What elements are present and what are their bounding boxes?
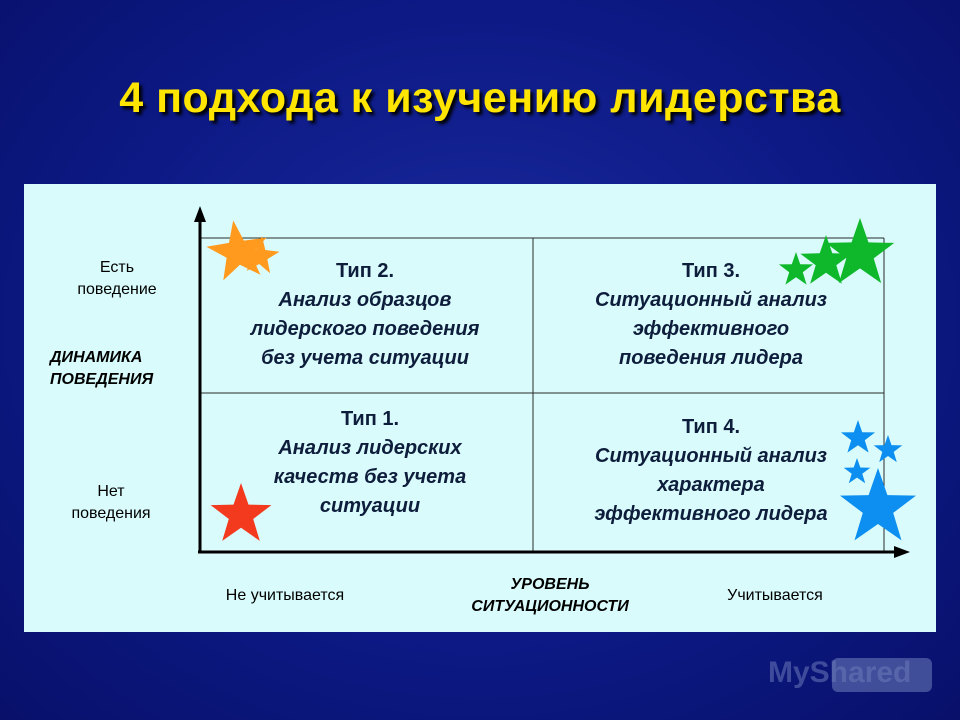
x-axis-left-label: Не учитывается (225, 587, 345, 604)
quadrant-type-2 (205, 257, 525, 373)
x-axis-right-label: Учитывается (727, 587, 823, 604)
quadrant-type-2-desc: Анализ образцов лидерского поведения без учета ситуации (250, 289, 480, 369)
quadrant-type-3-label: Тип 3. (681, 260, 741, 282)
x-axis-arrow-icon (894, 546, 910, 558)
watermark-logo: MyShared (768, 656, 912, 689)
quadrant-type-2-label: Тип 2. (335, 260, 395, 282)
quadrant-type-4 (546, 413, 876, 529)
y-axis-bottom-label: Нет поведения (71, 483, 151, 522)
quadrant-type-4-label: Тип 4. (681, 416, 741, 438)
y-axis-arrow-icon (194, 206, 206, 222)
x-axis-title: УРОВЕНЬ СИТУАЦИОННОСТИ (471, 576, 629, 615)
quadrant-type-3 (546, 257, 876, 373)
quadrant-type-4-desc: Ситуационный анализ характера эффективного лидера (594, 445, 828, 525)
quadrant-type-3-desc: Ситуационный анализ эффективного поведения лидера (595, 289, 827, 369)
y-axis-top-label: Есть поведение (77, 259, 157, 298)
star-icon-blue-2 (874, 435, 903, 462)
quadrant-type-1-desc: Анализ лидерских качеств без учета ситуации (273, 437, 467, 517)
slide-title: 4 подхода к изучению лидерства (119, 74, 841, 122)
y-axis-title: ДИНАМИКА ПОВЕДЕНИЯ (50, 349, 154, 388)
quadrant-type-1-label: Тип 1. (340, 408, 400, 430)
quadrant-type-1 (205, 405, 535, 521)
